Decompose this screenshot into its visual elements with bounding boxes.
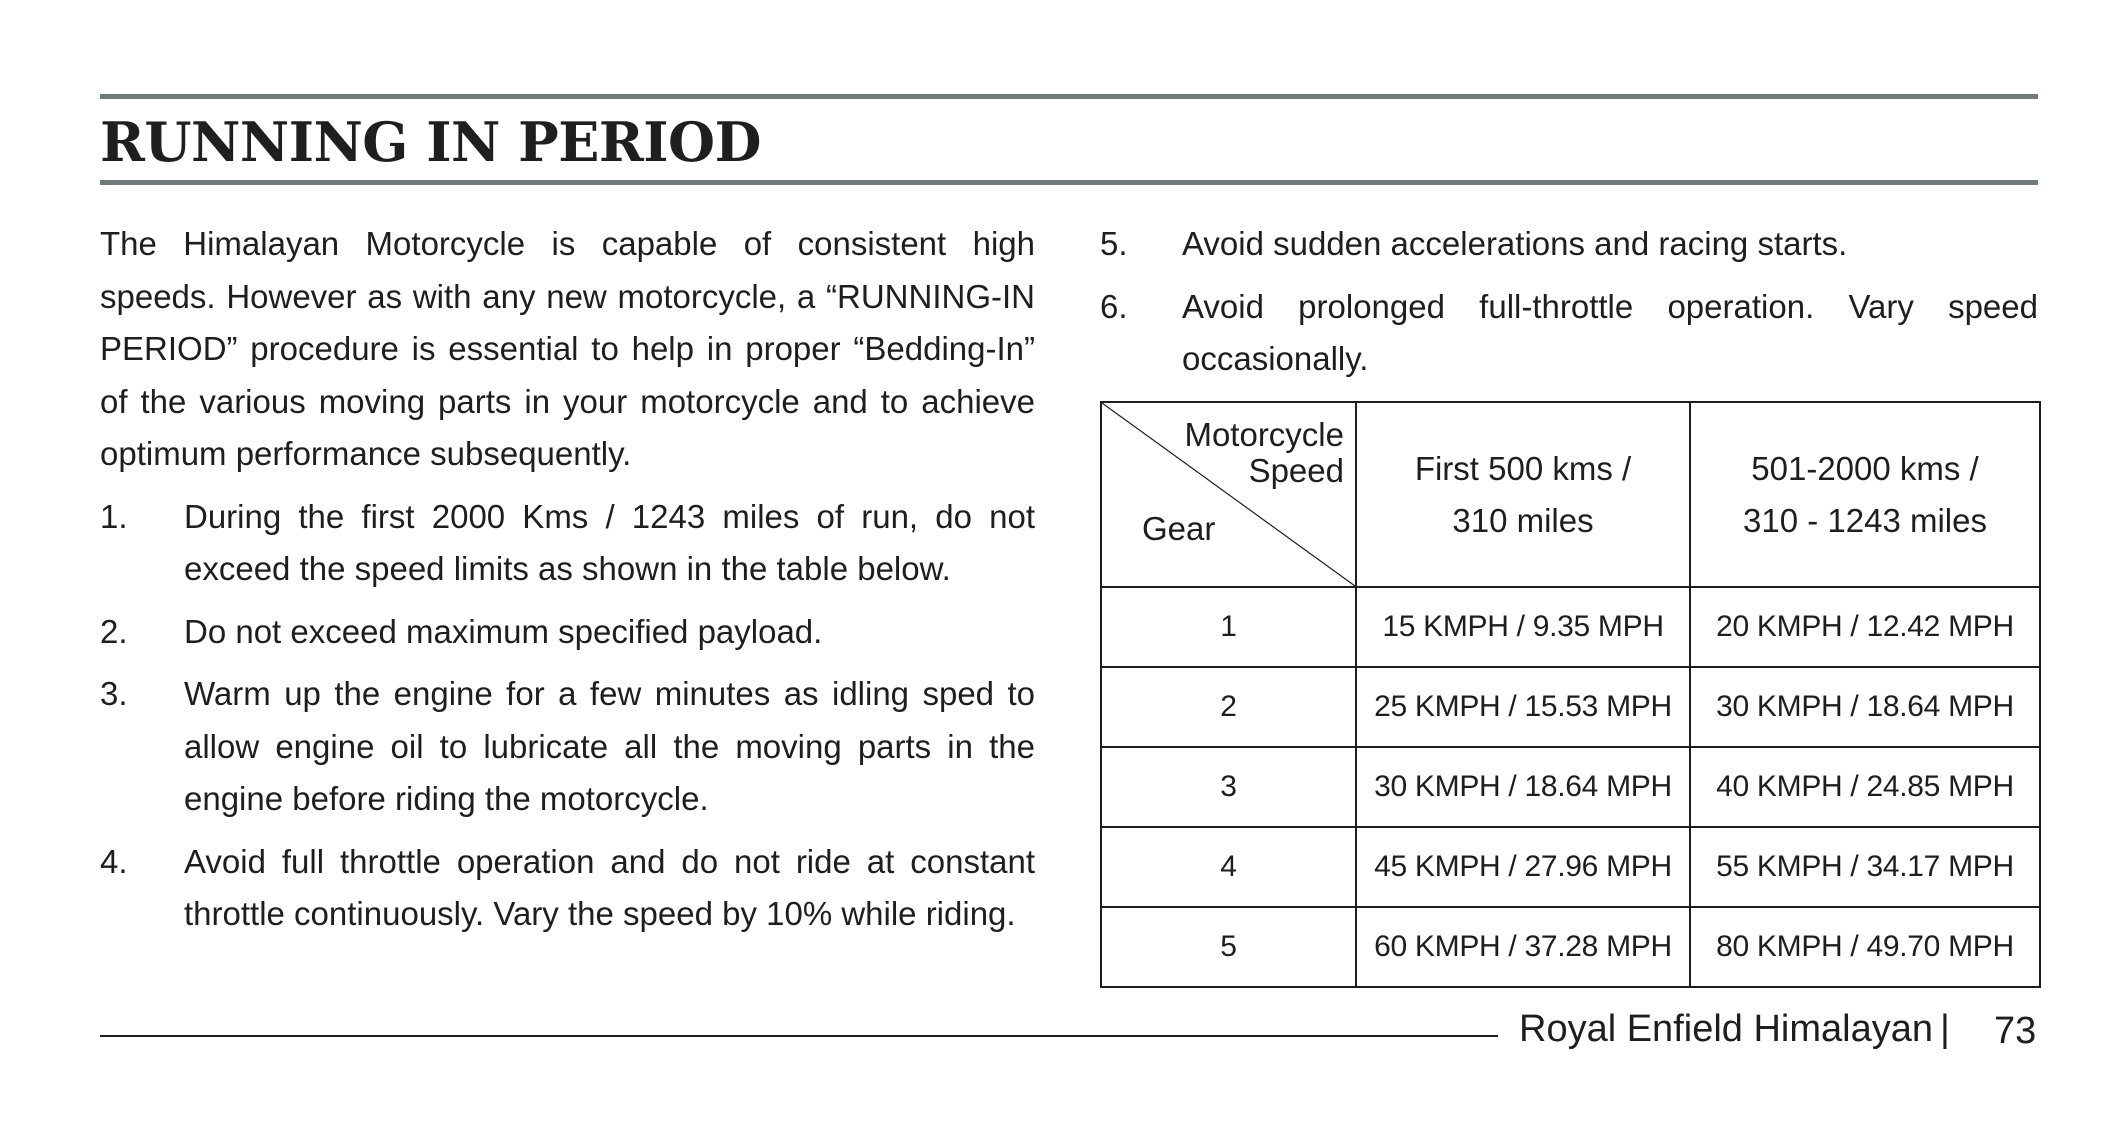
page-title: RUNNING IN PERIOD xyxy=(100,110,761,174)
corner-top-label xyxy=(1184,417,1344,489)
gear-cell: 1 xyxy=(1101,587,1356,667)
list-item xyxy=(100,491,1035,596)
corner-top-line2: Speed xyxy=(1248,452,1344,489)
first-period-cell: 15 KMPH / 9.35 MPH xyxy=(1356,587,1690,667)
column-header-first xyxy=(1356,402,1690,587)
left-column xyxy=(100,218,1035,951)
item-number: 1. xyxy=(100,497,128,535)
speed-limit-table xyxy=(1100,401,2041,988)
footer-rule xyxy=(100,1035,1498,1037)
list-item xyxy=(100,836,1035,941)
second-period-cell: 40 KMPH / 24.85 MPH xyxy=(1690,747,2040,827)
first-period-cell: 25 KMPH / 15.53 MPH xyxy=(1356,667,1690,747)
item-text: Warm up the engine for a few minutes as idling sped to allow engine oil to lubricate all the moving parts in the engine before riding the motorcycle. xyxy=(184,675,1035,817)
column-header-second-line2: 310 - 1243 miles xyxy=(1743,501,1987,539)
column-header-second-line1: 501-2000 kms / xyxy=(1751,449,1979,487)
item-text: Avoid full throttle operation and do not ride at constant throttle continuously. Vary the speed by 10% while riding. xyxy=(184,842,1035,932)
footer-separator: | xyxy=(1940,1008,1950,1050)
footer-brand: Royal Enfield Himalayan xyxy=(1519,1008,1933,1050)
table-row xyxy=(1101,747,2040,827)
table-header-row xyxy=(1101,402,2040,587)
item-text: Do not exceed maximum specified payload. xyxy=(184,612,823,650)
item-number: 6. xyxy=(1100,287,1128,325)
table-row xyxy=(1101,827,2040,907)
first-period-cell: 30 KMPH / 18.64 MPH xyxy=(1356,747,1690,827)
column-header-second xyxy=(1690,402,2040,587)
title-underline xyxy=(100,180,2038,185)
gear-cell: 2 xyxy=(1101,667,1356,747)
second-period-cell: 30 KMPH / 18.64 MPH xyxy=(1690,667,2040,747)
item-text: During the first 2000 Kms / 1243 miles of run, do not exceed the speed limits as shown in the table below. xyxy=(184,497,1035,587)
table-row xyxy=(1101,587,2040,667)
corner-top-line1: Motorcycle xyxy=(1184,416,1344,453)
table-row xyxy=(1101,667,2040,747)
gear-cell: 3 xyxy=(1101,747,1356,827)
item-number: 3. xyxy=(100,675,128,712)
second-period-cell: 20 KMPH / 12.42 MPH xyxy=(1690,587,2040,667)
page-number: 73 xyxy=(1994,1010,2037,1052)
corner-header-cell xyxy=(1101,402,1356,587)
item-text: Avoid prolonged full-throttle operation. Vary speed occasionally. xyxy=(1182,287,2038,377)
second-period-cell: 55 KMPH / 34.17 MPH xyxy=(1690,827,2040,907)
item-number: 4. xyxy=(100,842,128,880)
top-rule xyxy=(100,94,2038,99)
column-header-first-line2: 310 miles xyxy=(1452,501,1594,539)
list-item xyxy=(100,668,1035,826)
item-number: 5. xyxy=(1100,225,1128,262)
list-item xyxy=(1100,281,2038,386)
item-number: 2. xyxy=(100,612,128,650)
item-text: Avoid sudden accelerations and racing starts. xyxy=(1182,225,1848,262)
gear-cell: 5 xyxy=(1101,907,1356,987)
first-period-cell: 60 KMPH / 37.28 MPH xyxy=(1356,907,1690,987)
column-header-first-line1: First 500 kms / xyxy=(1414,449,1632,487)
gear-cell: 4 xyxy=(1101,827,1356,907)
right-column xyxy=(1100,218,2038,396)
first-period-cell: 45 KMPH / 27.96 MPH xyxy=(1356,827,1690,907)
second-period-cell: 80 KMPH / 49.70 MPH xyxy=(1690,907,2040,987)
corner-bottom-label: Gear xyxy=(1142,510,1216,547)
list-item xyxy=(100,606,1035,659)
table-row xyxy=(1101,907,2040,987)
list-item xyxy=(1100,218,2038,271)
intro-paragraph: The Himalayan Motorcycle is capable of consistent high speeds. However as with any new motorcycle, a “RUNNING-IN PERIOD” procedure is essential to help in proper “Bedding-In” of the various moving parts in your motorcycle and to achieve optimum performance subsequently. xyxy=(100,225,1035,472)
